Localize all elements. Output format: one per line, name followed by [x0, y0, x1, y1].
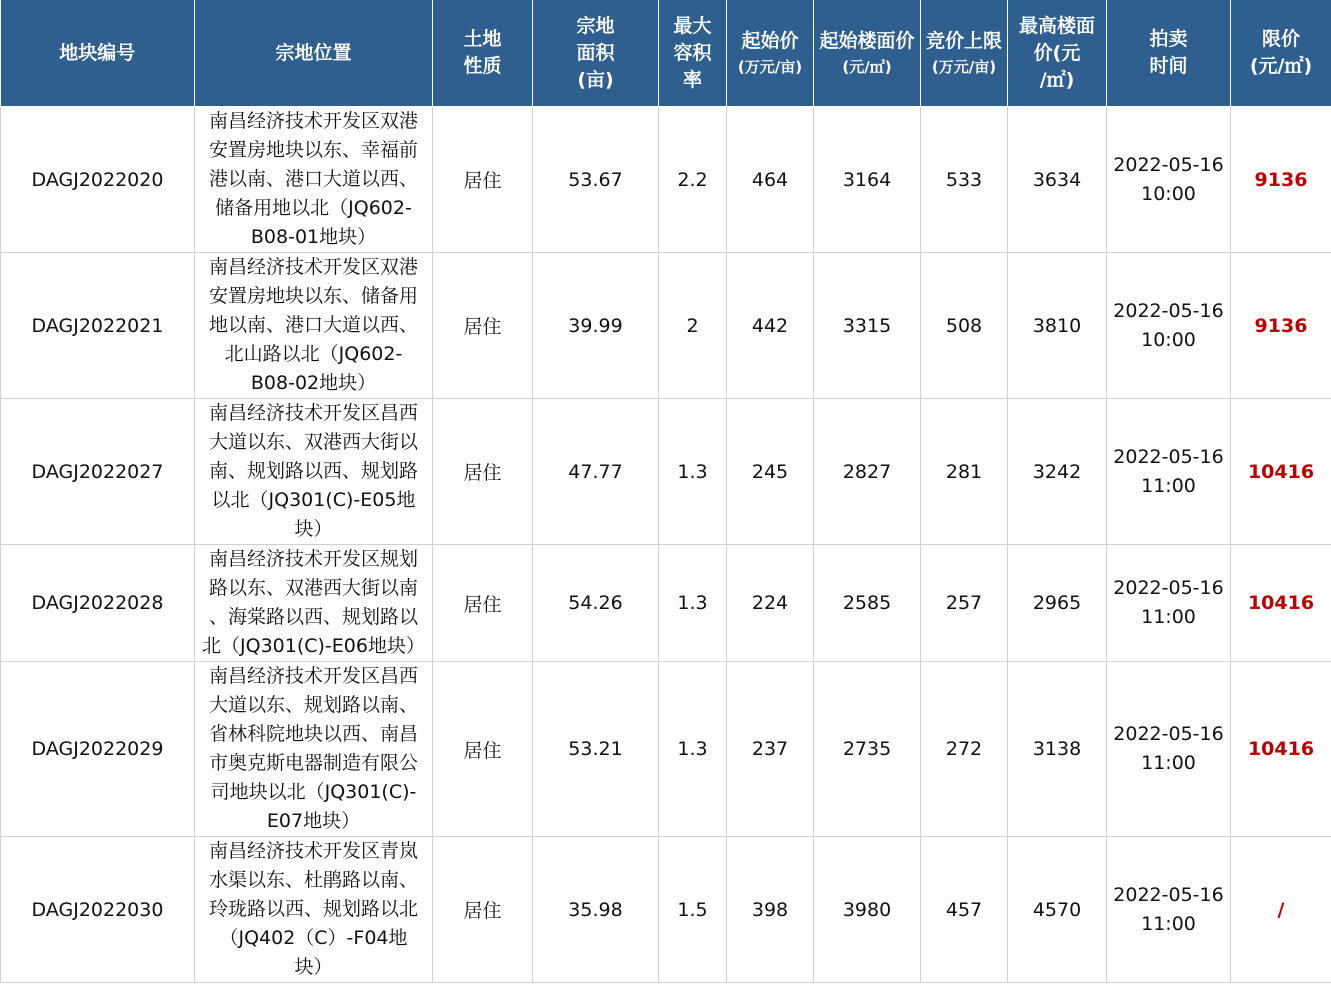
table-row: [1, 545, 1331, 662]
cell-location: [195, 253, 433, 399]
location-line: 块）: [294, 956, 333, 978]
cell-area: 53.21: [533, 662, 659, 837]
header-bid-cap: 竞价上限 (万元/亩): [921, 0, 1008, 107]
table-row: [1, 107, 1331, 253]
header-far: 最大 容积 率: [659, 0, 727, 107]
location-line: B08-01地块）: [250, 226, 377, 248]
cell-start-price: 442: [727, 253, 814, 399]
cell-start-floor-price: 3315: [814, 253, 921, 399]
cell-nature: 居住: [433, 399, 533, 545]
location-line: 储备用地以北（JQ602-: [215, 197, 412, 219]
table-row: [1, 399, 1331, 545]
cell-location: [195, 545, 433, 662]
cell-area: 35.98: [533, 837, 659, 983]
cell-location: [195, 399, 433, 545]
cell-far: 1.3: [659, 399, 727, 545]
cell-nature: 居住: [433, 107, 533, 253]
cell-far: 1.3: [659, 545, 727, 662]
cell-start-price: 237: [727, 662, 814, 837]
auction-date: 2022-05-16: [1113, 299, 1224, 322]
table-row: [1, 253, 1331, 399]
location-line: 市奥克斯电器制造有限公: [208, 752, 418, 774]
cell-far: 1.5: [659, 837, 727, 983]
auction-hour: 11:00: [1141, 606, 1196, 628]
header-location: 宗地位置: [195, 0, 433, 107]
cell-code: DAGJ2022021: [1, 253, 195, 399]
location-line: E07地块）: [266, 810, 361, 832]
cell-max-floor-price: 3138: [1008, 662, 1107, 837]
location-line: 北山路以北（JQ602-: [224, 343, 403, 365]
location-line: 省林科院地块以西、南昌: [208, 723, 418, 745]
auction-date: 2022-05-16: [1113, 153, 1224, 176]
location-line: 玲珑路以西、规划路以北: [208, 898, 418, 920]
location-line: 南昌经济技术开发区昌西: [208, 402, 418, 424]
header-max-floor-price: 最高楼面 价(元 /㎡): [1008, 0, 1107, 107]
cell-price-limit: 10416: [1231, 662, 1331, 837]
location-line: 路以东、双港西大街以南: [208, 577, 418, 599]
cell-price-limit: /: [1231, 837, 1331, 983]
location-line: 南昌经济技术开发区青岚: [208, 840, 418, 862]
cell-max-floor-price: 3634: [1008, 107, 1107, 253]
location-line: 块）: [294, 518, 333, 540]
location-line: 大道以东、双港西大街以: [208, 431, 418, 453]
cell-far: 2: [659, 253, 727, 399]
header-nature: 土地 性质: [433, 0, 533, 107]
location-line: 港以南、港口大道以西、: [208, 168, 418, 190]
cell-auction-time: [1107, 253, 1231, 399]
header-row: [1, 0, 1331, 107]
cell-bid-cap: 281: [921, 399, 1008, 545]
location-line: 南昌经济技术开发区双港: [208, 256, 418, 278]
cell-area: 47.77: [533, 399, 659, 545]
header-auction-time: 拍卖 时间: [1107, 0, 1231, 107]
cell-auction-time: [1107, 662, 1231, 837]
cell-max-floor-price: 2965: [1008, 545, 1107, 662]
location-line: 、海棠路以西、规划路以: [208, 606, 418, 628]
cell-start-floor-price: 3164: [814, 107, 921, 253]
cell-price-limit: 9136: [1231, 253, 1331, 399]
location-line: B08-02地块）: [250, 372, 377, 394]
cell-nature: 居住: [433, 545, 533, 662]
location-line: （JQ402（C）-F04地: [219, 927, 408, 949]
location-line: 南昌经济技术开发区昌西: [208, 665, 418, 687]
cell-start-price: 224: [727, 545, 814, 662]
cell-auction-time: [1107, 107, 1231, 253]
cell-nature: 居住: [433, 253, 533, 399]
cell-area: 53.67: [533, 107, 659, 253]
cell-far: 2.2: [659, 107, 727, 253]
cell-price-limit: 9136: [1231, 107, 1331, 253]
table-row: [1, 662, 1331, 837]
cell-auction-time: [1107, 399, 1231, 545]
cell-code: DAGJ2022020: [1, 107, 195, 253]
cell-max-floor-price: 3242: [1008, 399, 1107, 545]
auction-hour: 11:00: [1141, 474, 1196, 497]
cell-start-price: 245: [727, 399, 814, 545]
location-line: 水渠以东、杜鹃路以南、: [208, 869, 418, 891]
cell-code: DAGJ2022029: [1, 662, 195, 837]
cell-start-price: 398: [727, 837, 814, 983]
cell-area: 39.99: [533, 253, 659, 399]
cell-nature: 居住: [433, 837, 533, 983]
auction-date: 2022-05-16: [1113, 723, 1224, 745]
header-price-limit: 限价 (元/㎡): [1231, 0, 1331, 107]
cell-auction-time: [1107, 837, 1231, 983]
cell-bid-cap: 257: [921, 545, 1008, 662]
cell-price-limit: 10416: [1231, 399, 1331, 545]
cell-location: [195, 662, 433, 837]
table-body: [1, 107, 1331, 983]
location-line: 司地块以北（JQ301(C)-: [210, 781, 417, 803]
cell-bid-cap: 508: [921, 253, 1008, 399]
location-line: 安置房地块以东、幸福前: [208, 139, 418, 161]
cell-max-floor-price: 3810: [1008, 253, 1107, 399]
location-line: 南、规划路以西、规划路: [208, 460, 418, 482]
cell-area: 54.26: [533, 545, 659, 662]
location-line: 大道以东、规划路以南、: [208, 694, 418, 716]
cell-start-floor-price: 3980: [814, 837, 921, 983]
cell-start-floor-price: 2585: [814, 545, 921, 662]
cell-bid-cap: 457: [921, 837, 1008, 983]
cell-code: DAGJ2022028: [1, 545, 195, 662]
location-line: 安置房地块以东、储备用: [208, 285, 418, 307]
cell-auction-time: [1107, 545, 1231, 662]
cell-start-floor-price: 2735: [814, 662, 921, 837]
location-line: 北（JQ301(C)-E06地块）: [202, 635, 425, 657]
location-line: 南昌经济技术开发区规划: [208, 548, 418, 570]
cell-bid-cap: 533: [921, 107, 1008, 253]
cell-code: DAGJ2022030: [1, 837, 195, 983]
header-area: 宗地 面积 (亩): [533, 0, 659, 107]
cell-start-price: 464: [727, 107, 814, 253]
auction-date: 2022-05-16: [1113, 445, 1224, 468]
table-row: [1, 837, 1331, 983]
location-line: 地以南、港口大道以西、: [208, 314, 418, 336]
cell-bid-cap: 272: [921, 662, 1008, 837]
cell-nature: 居住: [433, 662, 533, 837]
cell-price-limit: 10416: [1231, 545, 1331, 662]
header-start-floor-price: 起始楼面价 (元/㎡): [814, 0, 921, 107]
cell-far: 1.3: [659, 662, 727, 837]
auction-hour: 11:00: [1141, 912, 1196, 935]
cell-max-floor-price: 4570: [1008, 837, 1107, 983]
auction-hour: 11:00: [1141, 752, 1196, 774]
auction-date: 2022-05-16: [1113, 577, 1224, 599]
auction-hour: 10:00: [1141, 182, 1196, 205]
location-line: 南昌经济技术开发区双港: [208, 110, 418, 132]
cell-location: [195, 837, 433, 983]
cell-start-floor-price: 2827: [814, 399, 921, 545]
header-code: 地块编号: [1, 0, 195, 107]
location-line: 以北（JQ301(C)-E05地: [211, 489, 416, 511]
cell-code: DAGJ2022027: [1, 399, 195, 545]
cell-location: [195, 107, 433, 253]
auction-date: 2022-05-16: [1113, 883, 1224, 906]
auction-hour: 10:00: [1141, 328, 1196, 351]
header-start-price: 起始价 (万元/亩): [727, 0, 814, 107]
